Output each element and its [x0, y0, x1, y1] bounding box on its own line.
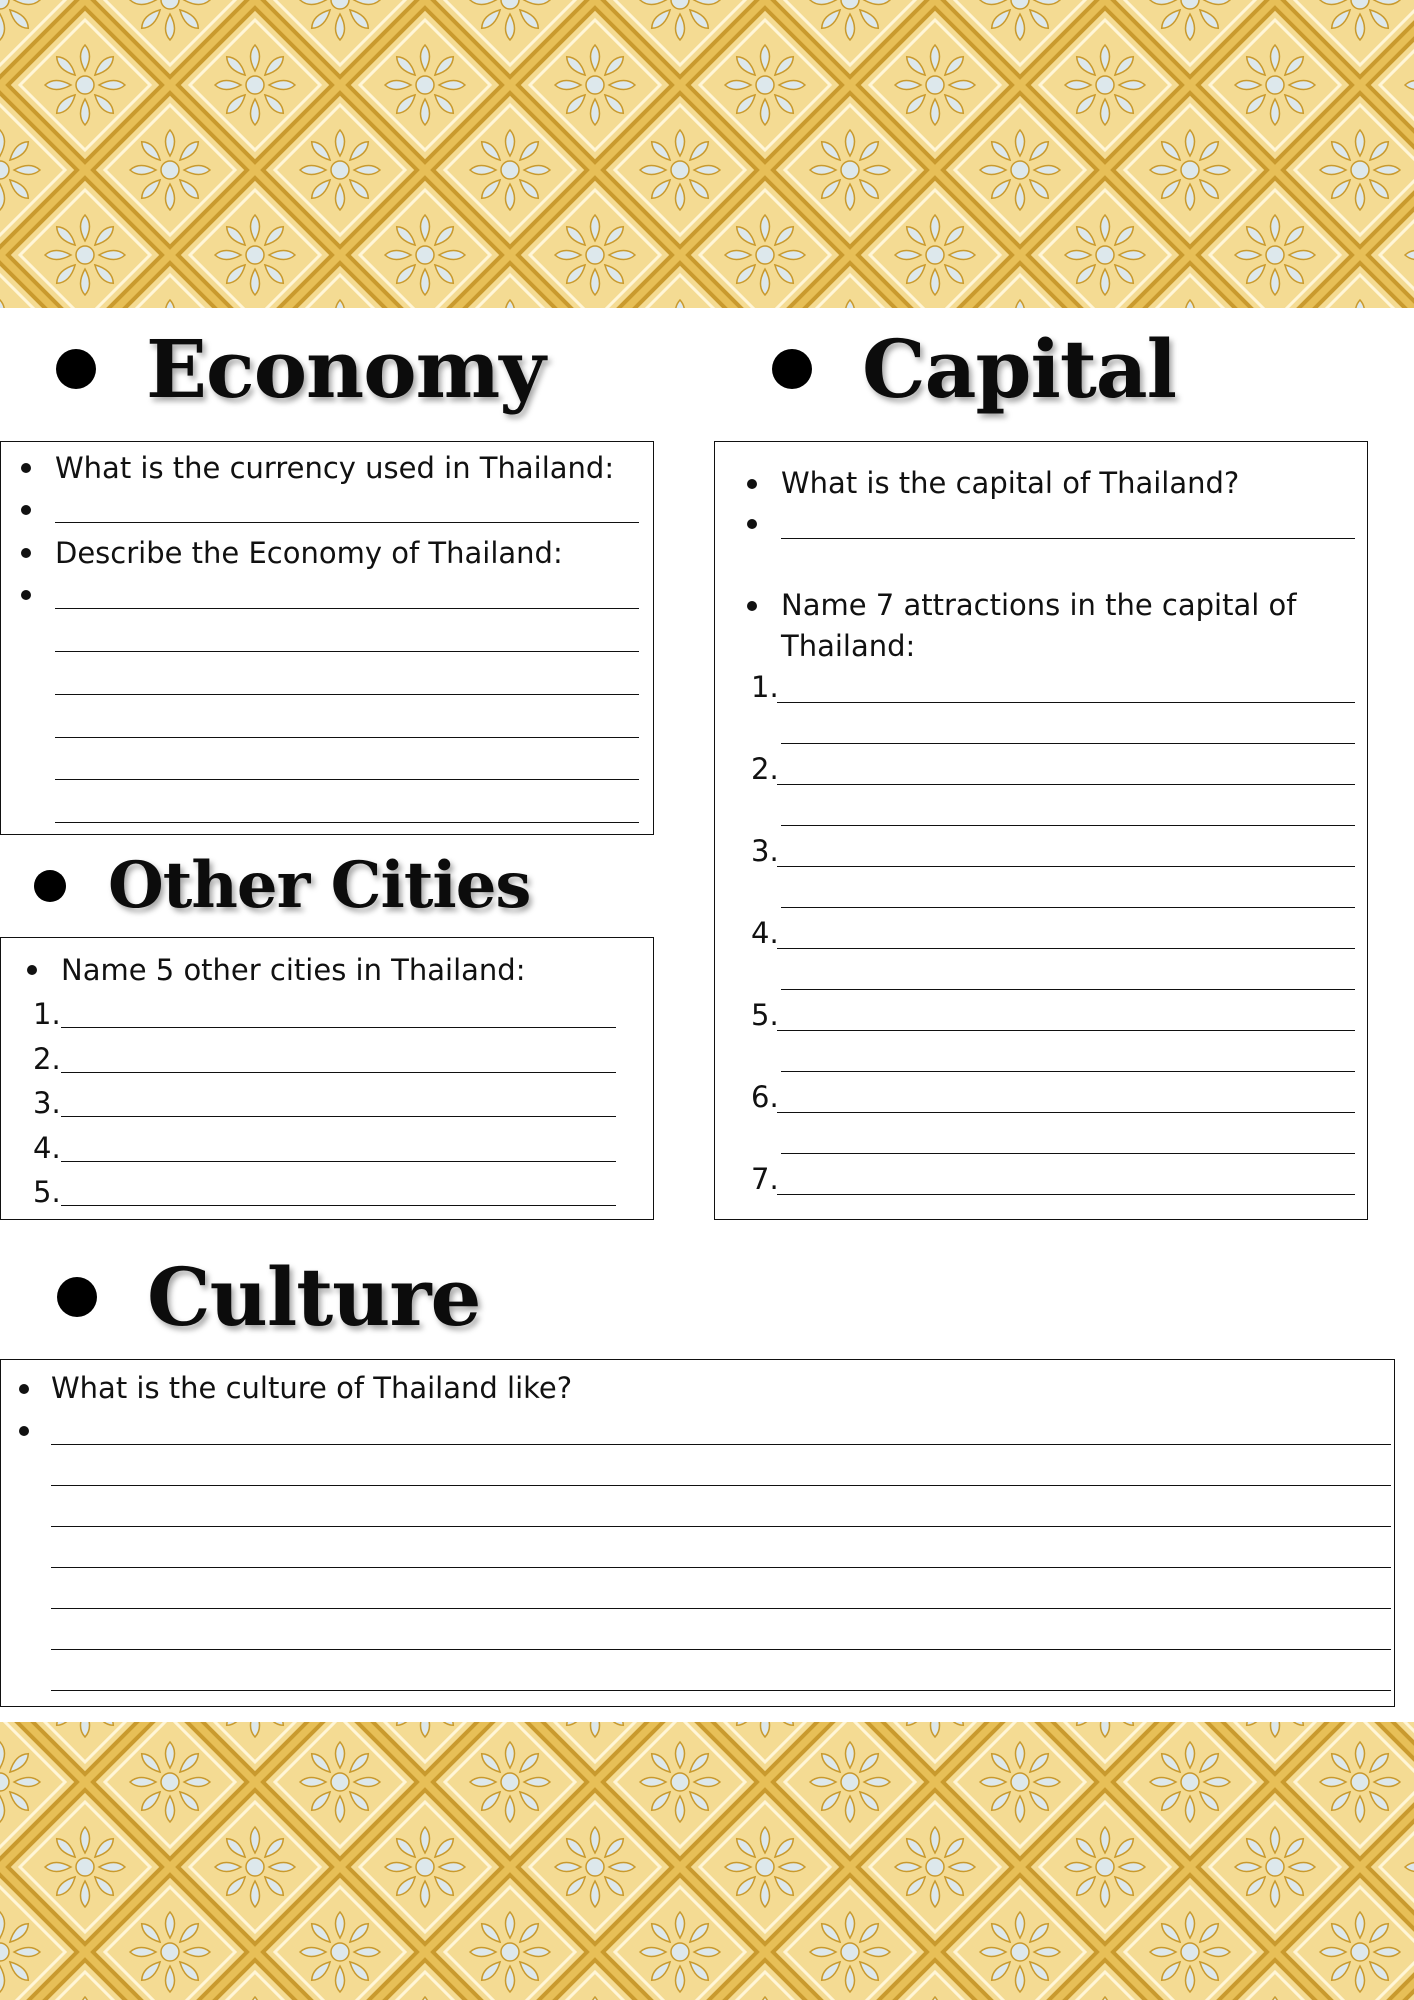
- answer-line[interactable]: [777, 948, 1355, 949]
- bullet-icon: [21, 590, 31, 600]
- answer-line[interactable]: [55, 608, 639, 609]
- list-number: 5.: [33, 1175, 61, 1209]
- answer-line[interactable]: [55, 779, 639, 780]
- answer-line[interactable]: [61, 1027, 616, 1028]
- answer-line[interactable]: [781, 825, 1355, 826]
- tile-pattern-graphic: [0, 0, 1414, 308]
- bullet-icon: [747, 519, 757, 529]
- answer-line[interactable]: [781, 743, 1355, 744]
- capital-title: Capital: [862, 322, 1177, 416]
- top-pattern-band: [0, 0, 1414, 308]
- capital-question-attractions-line1: Name 7 attractions in the capital of: [781, 588, 1297, 622]
- list-number: 3.: [751, 834, 779, 868]
- culture-question: What is the culture of Thailand like?: [51, 1371, 573, 1405]
- bullet-icon: [21, 463, 31, 473]
- answer-line[interactable]: [777, 784, 1355, 785]
- answer-line[interactable]: [61, 1116, 616, 1117]
- answer-line[interactable]: [781, 989, 1355, 990]
- list-number: 4.: [33, 1131, 61, 1165]
- culture-box: [0, 1359, 1395, 1707]
- answer-line[interactable]: [777, 1112, 1355, 1113]
- answer-line[interactable]: [51, 1526, 1391, 1527]
- other-cities-box: [0, 937, 654, 1220]
- answer-line[interactable]: [55, 822, 639, 823]
- economy-question-describe: Describe the Economy of Thailand:: [55, 536, 563, 570]
- other-cities-title: Other Cities: [108, 848, 531, 923]
- other-cities-heading: [34, 848, 530, 923]
- answer-line[interactable]: [61, 1205, 616, 1206]
- answer-line[interactable]: [781, 907, 1355, 908]
- list-number: 2.: [33, 1042, 61, 1076]
- answer-line[interactable]: [55, 651, 639, 652]
- economy-box: [0, 441, 654, 835]
- capital-box: [714, 441, 1368, 1220]
- bottom-pattern-band: [0, 1722, 1414, 2000]
- answer-line[interactable]: [61, 1072, 616, 1073]
- bullet-icon: [747, 601, 757, 611]
- economy-question-currency: What is the currency used in Thailand:: [55, 451, 615, 485]
- answer-line[interactable]: [781, 538, 1355, 539]
- list-number: 4.: [751, 916, 779, 950]
- answer-line[interactable]: [55, 694, 639, 695]
- answer-line[interactable]: [777, 1194, 1355, 1195]
- bullet-icon: [21, 548, 31, 558]
- answer-line[interactable]: [777, 866, 1355, 867]
- answer-line[interactable]: [51, 1444, 1391, 1445]
- bullet-icon: [19, 1384, 29, 1394]
- answer-line[interactable]: [55, 522, 639, 523]
- list-number: 7.: [751, 1162, 779, 1196]
- culture-title: Culture: [147, 1250, 481, 1344]
- culture-heading: [57, 1250, 480, 1344]
- heading-bullet-icon: [56, 349, 96, 389]
- list-number: 2.: [751, 752, 779, 786]
- list-number: 1.: [33, 997, 61, 1031]
- economy-heading: [56, 322, 545, 416]
- list-number: 6.: [751, 1080, 779, 1114]
- heading-bullet-icon: [34, 870, 66, 902]
- answer-line[interactable]: [51, 1649, 1391, 1650]
- answer-line[interactable]: [61, 1161, 616, 1162]
- capital-question-name: What is the capital of Thailand?: [781, 466, 1240, 500]
- bullet-icon: [21, 505, 31, 515]
- answer-line[interactable]: [55, 737, 639, 738]
- answer-line[interactable]: [781, 1153, 1355, 1154]
- capital-heading: [772, 322, 1176, 416]
- economy-title: Economy: [146, 322, 545, 416]
- bullet-icon: [19, 1426, 29, 1436]
- answer-line[interactable]: [51, 1608, 1391, 1609]
- list-number: 3.: [33, 1086, 61, 1120]
- bullet-icon: [27, 965, 37, 975]
- list-number: 5.: [751, 998, 779, 1032]
- answer-line[interactable]: [51, 1485, 1391, 1486]
- tile-pattern-graphic: [0, 1722, 1414, 2000]
- heading-bullet-icon: [772, 349, 812, 389]
- list-number: 1.: [751, 670, 779, 704]
- answer-line[interactable]: [51, 1690, 1391, 1691]
- answer-line[interactable]: [781, 1071, 1355, 1072]
- answer-line[interactable]: [777, 1030, 1355, 1031]
- heading-bullet-icon: [57, 1277, 97, 1317]
- answer-line[interactable]: [51, 1567, 1391, 1568]
- bullet-icon: [747, 479, 757, 489]
- capital-question-attractions-line2: Thailand:: [781, 629, 916, 663]
- answer-line[interactable]: [777, 702, 1355, 703]
- other-cities-question: Name 5 other cities in Thailand:: [61, 953, 526, 987]
